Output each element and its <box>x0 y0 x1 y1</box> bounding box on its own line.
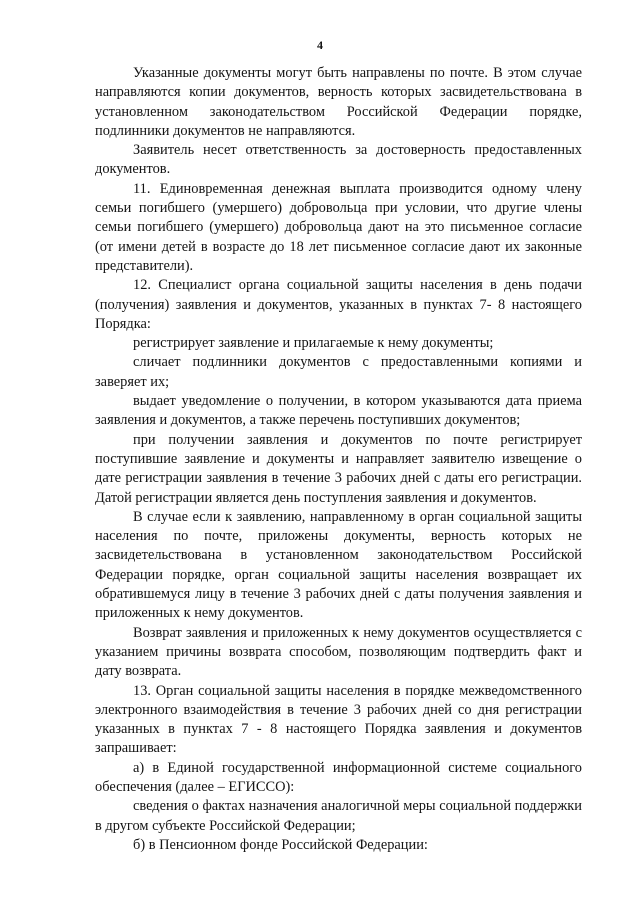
paragraph-item-12: 12. Специалист органа социальной защиты населения в день подачи (получения) заявления и документов, указанных в пунктах 7- 8 настоящего Порядка: <box>95 277 582 332</box>
paragraph-similar-support: сведения о фактах назначения аналогичной меры социальной поддержки в другом субъекте Российской Федерации; <box>95 798 582 834</box>
paragraph-item-13: 13. Орган социальной защиты населения в порядке межведомственного электронного взаимодействия в течение 3 рабочих дней со дня регистрации указанных в пунктах 7 - 8 настоящего Порядка заявления и документов запрашивает: <box>95 682 582 757</box>
paragraph-documents-by-mail: Указанные документы могут быть направлены по почте. В этом случае направляются копии документов, верность которых засвидетельствована в установленном законодательством Российской Федерации порядке, подлинники документов не направляются. <box>95 65 582 139</box>
paragraph-mail-registration: при получении заявления и документов по почте регистрирует поступившие заявление и документы и направляет заявителю извещение о дате регистрации заявления в течение 3 рабочих дней с даты его регистрации. Датой регистрации является день поступления заявления и документов. <box>95 431 582 506</box>
paragraph-item-13-a: а) в Единой государственной информационной системе социального обеспечения (далее – ЕГИССО): <box>95 759 582 795</box>
paragraph-verifies-copies: сличает подлинники документов с предоставленными копиями и заверяет их; <box>95 354 582 390</box>
paragraph-return-method: Возврат заявления и приложенных к нему документов осуществляется с указанием причины возврата способом, позволяющим подтвердить факт и дату возврата. <box>95 624 582 680</box>
paragraph-issues-notice: выдает уведомление о получении, в котором указываются дата приема заявления и документов, а также перечень поступивших документов; <box>95 393 582 429</box>
paragraph-registers: регистрирует заявление и прилагаемые к нему документы; <box>133 335 494 352</box>
paragraph-item-11: 11. Единовременная денежная выплата производится одному члену семьи погибшего (умершего) добровольца при условии, что другие члены семьи погибшего (умершего) добровольца дают на это письменное согласие (от имени детей в возрасте до 18 лет письменное согласие дают их законные представители). <box>95 180 582 274</box>
paragraph-item-13-b: б) в Пенсионном фонде Российской Федерации: <box>133 836 428 853</box>
paragraph-return-case: В случае если к заявлению, направленному в орган социальной защиты населения по почте, приложены документы, верность которых не засвидетельствована в установленном законодательством Российской Федерации порядке, орган социальной защиты населения возвращает их обратившемуся лицу в течение 3 рабочих дней с даты получения заявления и приложенных к нему документов. <box>95 508 582 622</box>
paragraph-applicant-responsibility: Заявитель несет ответственность за достоверность предоставленных документов. <box>95 142 582 178</box>
page-number: 4 <box>317 38 323 52</box>
document-body <box>95 64 582 855</box>
